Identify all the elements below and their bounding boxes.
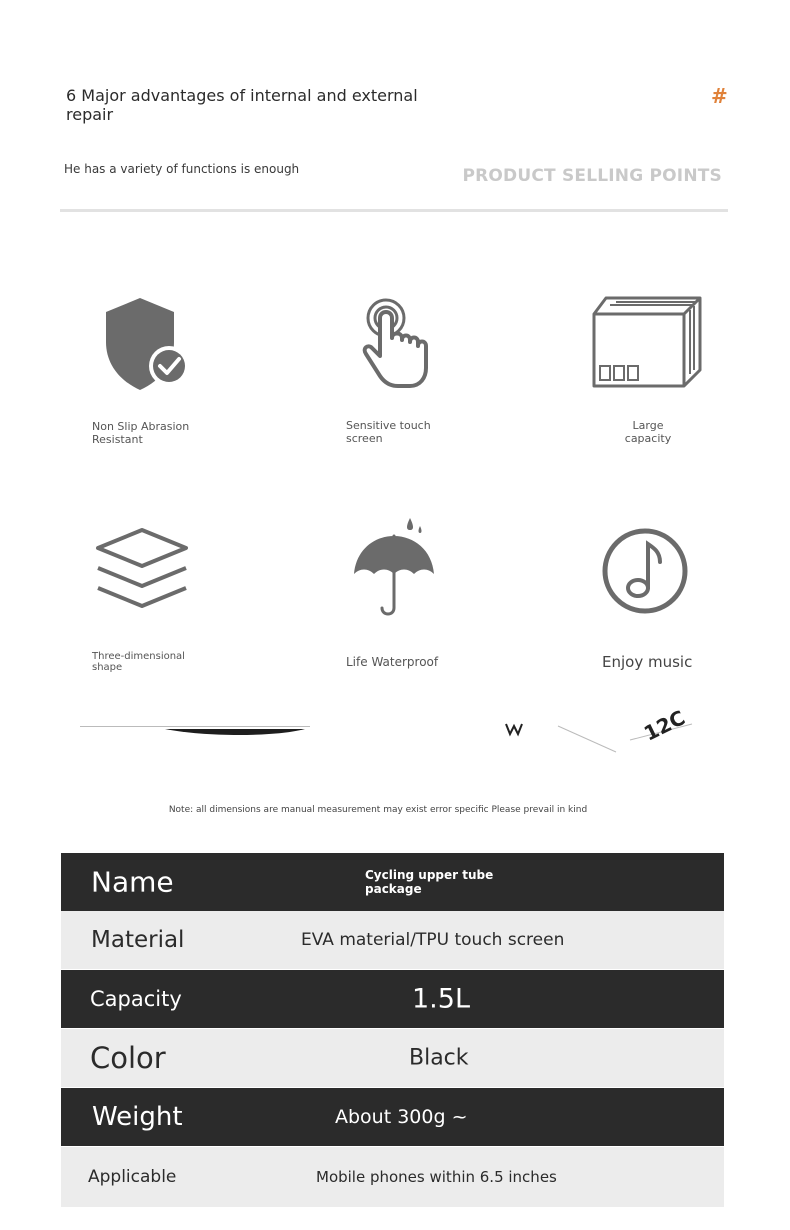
music-note-icon bbox=[592, 518, 702, 628]
feature-label: Enjoy music bbox=[602, 653, 693, 671]
feature-label: Sensitive touch screen bbox=[346, 419, 431, 445]
spec-key: Capacity bbox=[90, 987, 182, 1011]
box-icon bbox=[590, 290, 700, 400]
dimension-mark-fragment bbox=[500, 720, 720, 774]
spec-value: Mobile phones within 6.5 inches bbox=[316, 1168, 557, 1186]
spec-value: About 300g ~ bbox=[335, 1106, 468, 1128]
hash-mark: # bbox=[711, 84, 728, 108]
dimension-label-fragment: 12C bbox=[640, 705, 689, 746]
spec-row-material bbox=[61, 911, 724, 969]
spec-key: Name bbox=[91, 865, 174, 899]
feature-label: Life Waterproof bbox=[346, 655, 439, 669]
section-title: 6 Major advantages of internal and external repair bbox=[66, 86, 418, 124]
measurement-note: Note: all dimensions are manual measurement may exist error specific Please prevail in kind bbox=[168, 805, 588, 815]
header-divider bbox=[60, 209, 728, 212]
spec-row-color bbox=[61, 1029, 724, 1087]
spec-value: Black bbox=[409, 1045, 469, 1071]
section-subtitle: He has a variety of functions is enough bbox=[64, 162, 300, 176]
spec-row-name bbox=[61, 853, 724, 911]
spec-value: Cycling upper tube package bbox=[365, 868, 494, 896]
touch-hand-icon bbox=[340, 290, 450, 400]
spec-key: Weight bbox=[92, 1102, 183, 1132]
product-sketch-fragment bbox=[165, 724, 315, 743]
shield-check-icon bbox=[92, 290, 202, 400]
spec-key: Color bbox=[90, 1041, 166, 1075]
feature-label: Large capacity bbox=[624, 419, 672, 445]
spec-value: EVA material/TPU touch screen bbox=[301, 930, 565, 950]
spec-key: Applicable bbox=[88, 1167, 177, 1187]
umbrella-icon bbox=[340, 512, 450, 622]
feature-label: Non Slip Abrasion Resistant bbox=[92, 420, 190, 446]
spec-row-capacity bbox=[61, 970, 724, 1028]
layers-icon bbox=[90, 518, 200, 628]
spec-key: Material bbox=[91, 927, 185, 953]
selling-points-heading: PRODUCT SELLING POINTS bbox=[462, 166, 722, 186]
spec-value: 1.5L bbox=[412, 983, 470, 1015]
feature-label: Three-dimensional shape bbox=[92, 651, 185, 673]
spec-row-weight bbox=[61, 1088, 724, 1146]
spec-row-applicable bbox=[61, 1147, 724, 1207]
